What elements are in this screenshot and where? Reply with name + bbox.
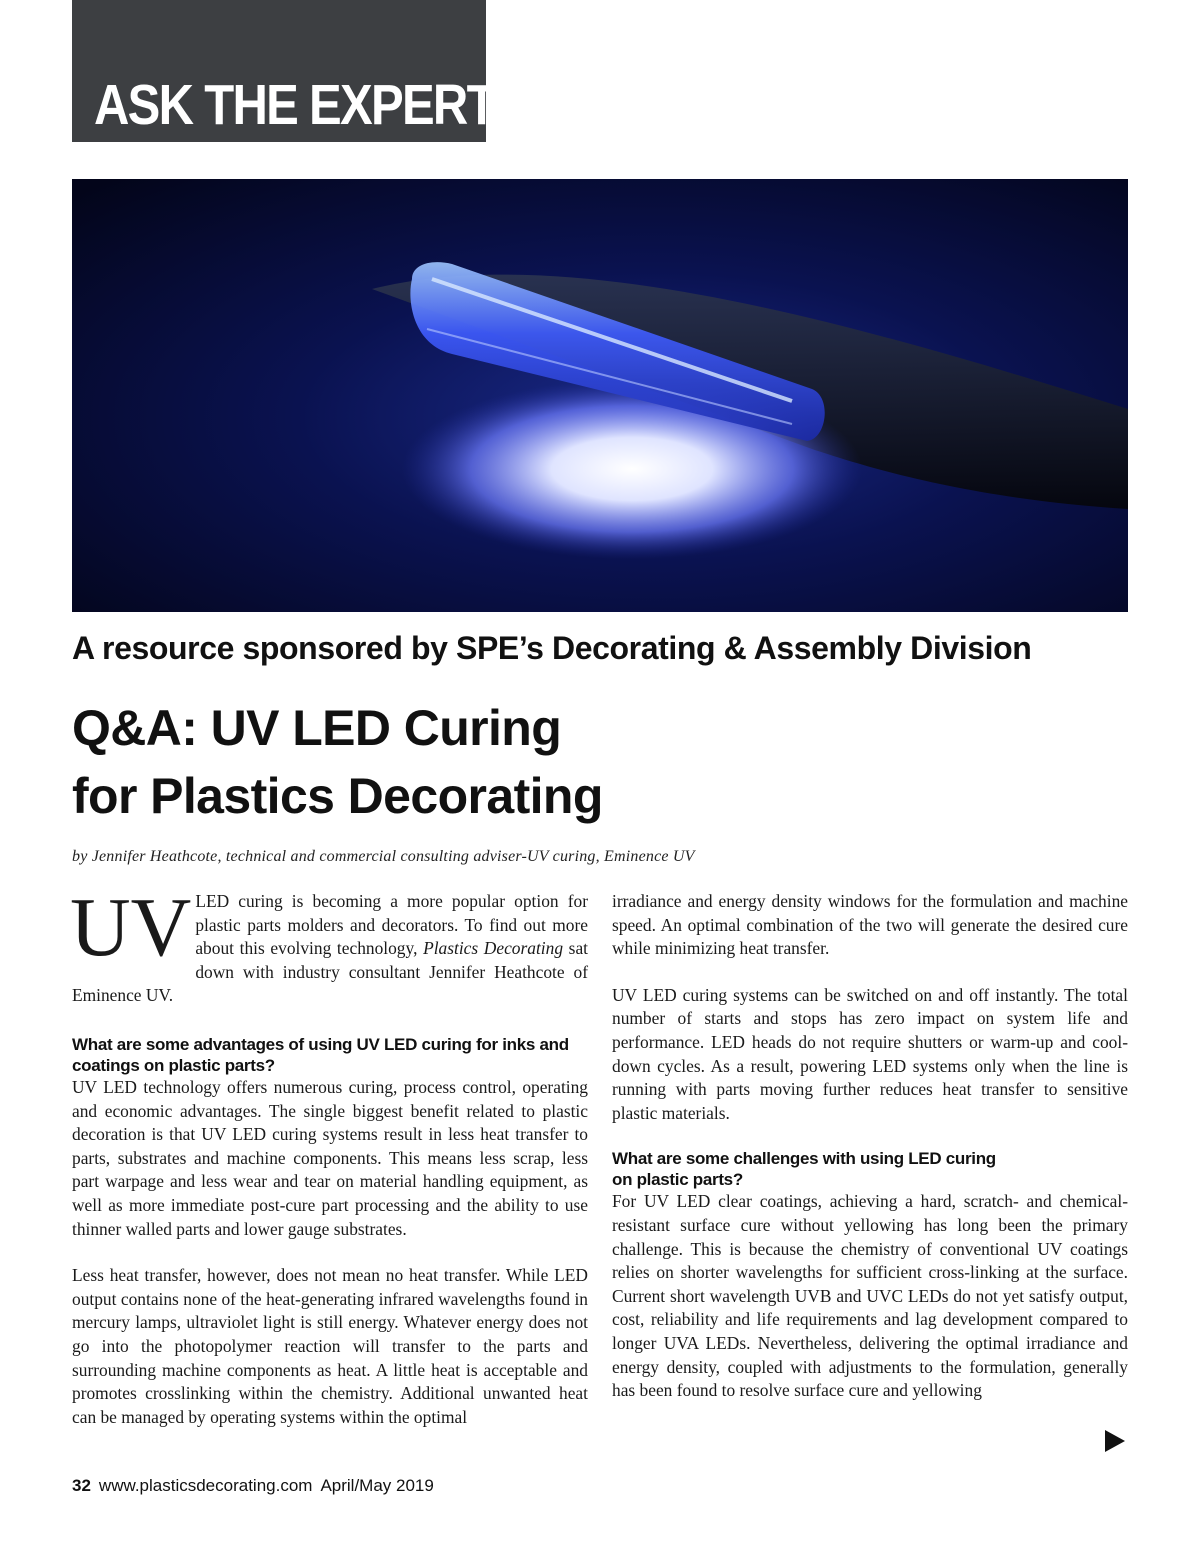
publication-name: Plastics Decorating	[423, 938, 564, 959]
drop-cap: UV	[70, 881, 192, 974]
intro-paragraph	[70, 881, 588, 1008]
uv-led-lamp-photo	[72, 179, 1128, 612]
right-triangle-icon[interactable]	[1105, 1430, 1125, 1452]
article-title-line-2: for Plastics Decorating	[72, 768, 603, 824]
answer-1-paragraph-3: UV LED curing systems can be switched on and off instantly. The total number of starts and stops has zero impact on system life and performance. LED heads do not require shutters or warm-up and cool-down cycles. As a result, powering LED systems only when the line is running with parts moving further reduces heat transfer to sensitive plastic materials.	[612, 984, 1128, 1123]
article-title	[72, 694, 603, 830]
section-banner-label: ASK THE EXPERT	[94, 73, 495, 137]
page-number: 32	[72, 1476, 91, 1495]
footer-issue: April/May 2019	[320, 1476, 434, 1495]
byline: by Jennifer Heathcote, technical and commercial consulting adviser-UV curing, Eminence UV	[72, 848, 695, 865]
intro-text-a: LED curing is becoming a more popular option for plastic parts molders and decorators. To find out more about this evolving technology,	[195, 891, 588, 959]
question-2-heading-line-1: What are some challenges with using LED curing	[612, 1149, 996, 1169]
question-2-heading	[612, 1148, 1128, 1190]
footer-website: www.plasticsdecorating.com	[98, 1476, 313, 1495]
article-column-right	[612, 890, 1128, 1403]
answer-1-paragraph-1: UV LED technology offers numerous curing, process control, operating and economic advantages. The single biggest benefit related to plastic decoration is that UV LED curing systems result in less heat transfer to parts, substrates and machine components. This means less scrap, less part warpage and less wear and tear on material handling equipment, as well as more immediate post-cure part processing and the ability to use thinner walled parts and lower gauge substrates.	[72, 1076, 588, 1239]
question-2-heading-line-2: on plastic parts?	[612, 1170, 743, 1190]
question-1-heading: What are some advantages of using UV LED curing for inks and coatings on plastic parts?	[72, 1034, 569, 1075]
answer-2-paragraph-1: For UV LED clear coatings, achieving a hard, scratch- and chemical-resistant surface cure without yellowing has long been the primary challenge. This is because the chemistry of conventional UV coatings relies on shorter wavelengths for sufficient cross-linking at the surface. Current short wavelength UVB and UVC LEDs do not yet satisfy output, cost, reliability and life requirements and lag development compared to longer UVA LEDs. Nevertheless, delivering the optimal irradiance and energy density, coupled with adjustments to the formulation, generally has been found to resolve surface cure and yellowing	[612, 1191, 1128, 1401]
intro-text-b: sat down with industry consultant Jennifer Heathcote of Eminence UV.	[72, 938, 588, 1006]
section-banner	[72, 0, 495, 142]
article-title-line-1: Q&A: UV LED Curing	[72, 700, 562, 756]
sponsor-line: A resource sponsored by SPE’s Decorating & Assembly Division	[72, 630, 1032, 666]
page-footer	[72, 1476, 434, 1496]
answer-1-paragraph-2: Less heat transfer, however, does not mean no heat transfer. While LED output contains none of the heat-generating infrared wavelengths found in mercury lamps, ultraviolet light is still energy. Whatever energy does not go into the photopolymer reaction will transfer to the parts and surrounding machine components as heat. A little heat is acceptable and promotes crosslinking within the chemistry. Additional unwanted heat can be managed by operating systems within the optimal	[72, 1265, 588, 1427]
article-column-left	[70, 881, 588, 1429]
answer-1-paragraph-2-continued: irradiance and energy density windows for the formulation and machine speed. An optimal combination of the two will generate the desired cure while minimizing heat transfer.	[612, 891, 1128, 959]
